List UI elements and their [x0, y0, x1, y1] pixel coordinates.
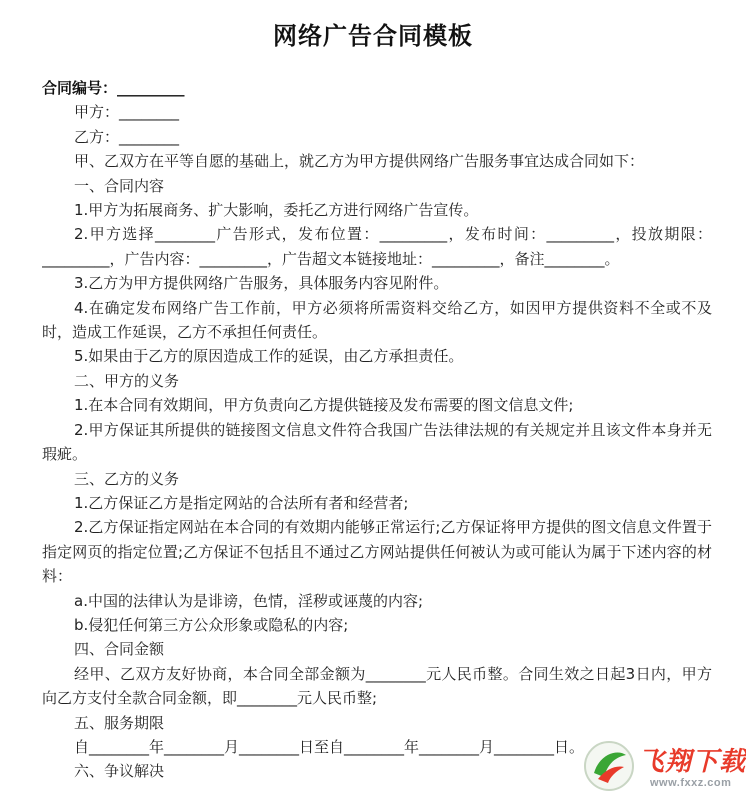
paragraph: 经甲、乙双方友好协商，本合同全部金额为________元人民币整。合同生效之日起3日内，甲方向乙方支付全款合同金额，即________元人民币整; — [42, 664, 712, 708]
paragraph: 乙方：________ — [74, 127, 180, 146]
watermark — [578, 737, 746, 797]
paragraph: 三、乙方的义务 — [74, 469, 180, 488]
watermark-brand: 飞翔下载 — [638, 747, 746, 777]
paragraph: 六、争议解决 — [74, 762, 165, 781]
paragraph: 1.乙方保证乙方是指定网站的合法所有者和经营者; — [74, 493, 409, 512]
paragraph: 甲、乙双方在平等自愿的基础上，就乙方为甲方提供网络广告服务事宜达成合同如下： — [74, 152, 645, 171]
fxxz-logo-icon — [582, 739, 636, 793]
paragraph: 二、甲方的义务 — [74, 371, 180, 390]
paragraph: 5.如果由于乙方的原因造成工作的延误，由乙方承担责任。 — [74, 347, 464, 366]
paragraph: 四、合同金额 — [74, 640, 165, 659]
paragraph: a.中国的法律认为是诽谤，色情，淫秽或诬蔑的内容; — [74, 591, 424, 610]
paragraph: 合同编号：_________ — [42, 79, 185, 97]
document-body — [42, 76, 712, 784]
document-title: 网络广告合同模板 — [273, 22, 473, 50]
paragraph: 自________年________月________日至自________年________月________日。 — [74, 737, 585, 756]
paragraph: 3.乙方为甲方提供网络广告服务，具体服务内容见附件。 — [74, 274, 449, 293]
paragraph: 4.在确定发布网络广告工作前，甲方必须将所需资料交给乙方，如因甲方提供资料不全或不及时，造成工作延误，乙方不承担任何责任。 — [42, 298, 712, 342]
paragraph: b.侵犯任何第三方公众形象或隐私的内容; — [74, 615, 349, 634]
watermark-url: www.fxxz.com — [650, 777, 732, 789]
paragraph: 1.在本合同有效期间，甲方负责向乙方提供链接及发布需要的图文信息文件; — [74, 396, 574, 415]
paragraph: 2.甲方保证其所提供的链接图文信息文件符合我国广告法律法规的有关规定并且该文件本身并无瑕疵。 — [42, 420, 712, 464]
paragraph: 2.乙方保证指定网站在本合同的有效期内能够正常运行;乙方保证将甲方提供的图文信息文件置于指定网页的指定位置;乙方保证不包括且不通过乙方网站提供任何被认为或可能认为属于下述内容的材料： — [42, 518, 712, 586]
paragraph: 甲方：________ — [74, 103, 180, 122]
paragraph: 2.甲方选择________广告形式，发布位置：_________，发布时间：_________，投放期限：_________，广告内容：_________，广告超文本链接地址：_________，备注________。 — [42, 225, 712, 268]
paragraph: 五、服务期限 — [74, 713, 165, 732]
paragraph: 1.甲方为拓展商务、扩大影响，委托乙方进行网络广告宣传。 — [74, 201, 479, 220]
paragraph: 一、合同内容 — [74, 176, 165, 195]
